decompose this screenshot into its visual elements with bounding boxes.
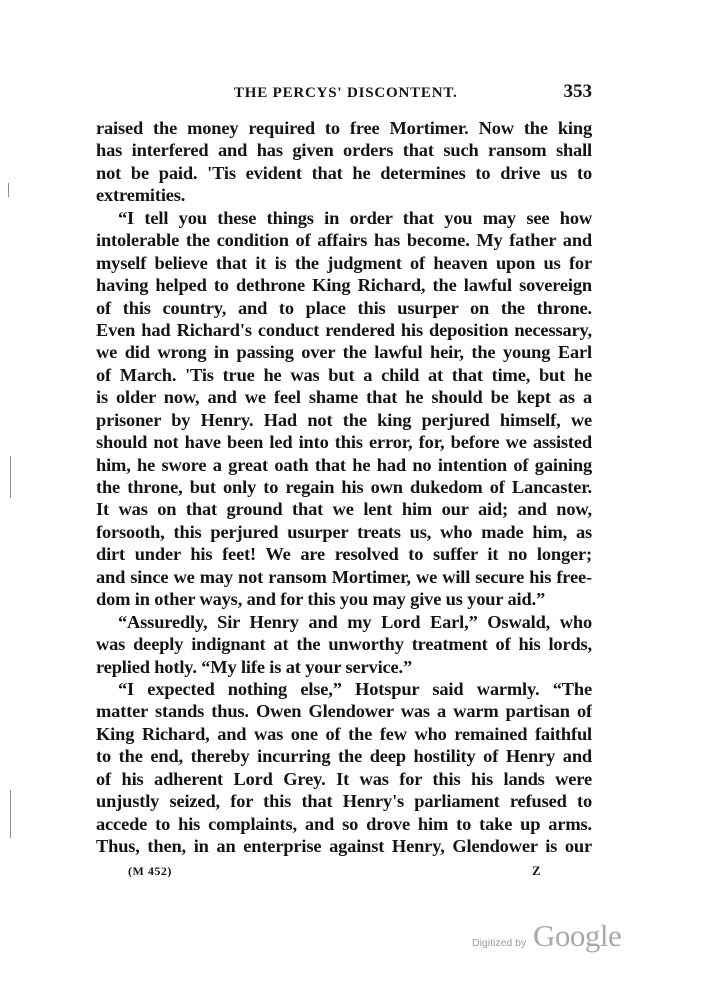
text-line: unjustly seized, for this that Henry's parliament refused to xyxy=(96,791,592,812)
text-line: “Assuredly, Sir Henry and my Lord Earl,” Oswald, who xyxy=(118,611,592,632)
text-line: is older now, and we feel shame that he should be kept as a xyxy=(96,387,592,408)
text-line: dirt under his feet! We are resolved to suffer it no longer; xyxy=(96,544,592,565)
running-title: THE PERCYS' DISCONTENT. xyxy=(234,85,458,101)
digitized-watermark xyxy=(472,918,632,958)
margin-mark xyxy=(8,183,9,197)
text-line: to the end, thereby incurring the deep hostility of Henry and xyxy=(96,746,592,767)
text-line: Even had Richard's conduct rendered his deposition necessary, xyxy=(96,319,592,340)
google-logo: Google xyxy=(533,918,622,953)
text-line: raised the money required to free Mortimer. Now the king xyxy=(96,118,592,138)
text-line: not be paid. 'Tis evident that he determines to drive us to xyxy=(96,162,592,183)
page-header xyxy=(96,80,596,108)
text-line: of this country, and to place this usurper on the throne. xyxy=(96,297,592,318)
text-line: extremities. xyxy=(96,185,186,206)
text-line: Thus, then, in an enterprise against Henry, Glendower is our xyxy=(96,836,592,856)
printer-signature: (M 452) xyxy=(128,864,172,878)
text-line: the throne, but only to regain his own dukedom of Lancaster. xyxy=(96,477,592,497)
text-line: “I expected nothing else,” Hotspur said warmly. “The xyxy=(118,678,592,699)
body-text xyxy=(96,117,592,857)
watermark-prefix: Digitized by xyxy=(472,937,527,949)
text-line: King Richard, and was one of the few who remained faithful xyxy=(96,723,592,744)
text-line: of March. 'Tis true he was but a child at that time, but he xyxy=(96,364,592,385)
text-line: forsooth, this perjured usurper treats us, who made him, as xyxy=(96,521,592,542)
margin-mark xyxy=(10,790,11,838)
text-line: “I tell you these things in order that you may see how xyxy=(118,207,592,228)
text-line: having helped to dethrone King Richard, the lawful sovereign xyxy=(96,275,592,296)
text-line: we did wrong in passing over the lawful heir, the young Earl xyxy=(96,342,592,363)
text-line: him, he swore a great oath that he had no intention of gaining xyxy=(96,454,592,475)
margin-mark xyxy=(10,456,11,498)
text-line: accede to his complaints, and so drove him to take up arms. xyxy=(96,813,592,834)
text-line: intolerable the condition of affairs has become. My father and xyxy=(96,230,592,251)
page-footer xyxy=(128,864,548,884)
text-line: was deeply indignant at the unworthy treatment of his lords, xyxy=(96,634,592,655)
text-line: replied hotly. “My life is at your service.” xyxy=(96,656,413,677)
text-line: and since we may not ransom Mortimer, we will secure his free- xyxy=(96,566,592,587)
text-line: matter stands thus. Owen Glendower was a warm partisan of xyxy=(96,701,592,722)
text-line: of his adherent Lord Grey. It was for this his lands were xyxy=(96,768,592,789)
text-line: myself believe that it is the judgment of heaven upon us for xyxy=(96,252,592,273)
text-line: dom in other ways, and for this you may give us your aid.” xyxy=(96,589,546,610)
signature-letter: Z xyxy=(532,863,541,878)
page-number: 353 xyxy=(563,81,592,102)
text-line: prisoner by Henry. Had not the king perjured himself, we xyxy=(96,409,592,430)
text-line: should not have been led into this error, for, before we assisted xyxy=(96,432,592,453)
text-line: It was on that ground that we lent him our aid; and now, xyxy=(96,499,592,520)
text-line: has interfered and has given orders that such ransom shall xyxy=(96,140,592,161)
